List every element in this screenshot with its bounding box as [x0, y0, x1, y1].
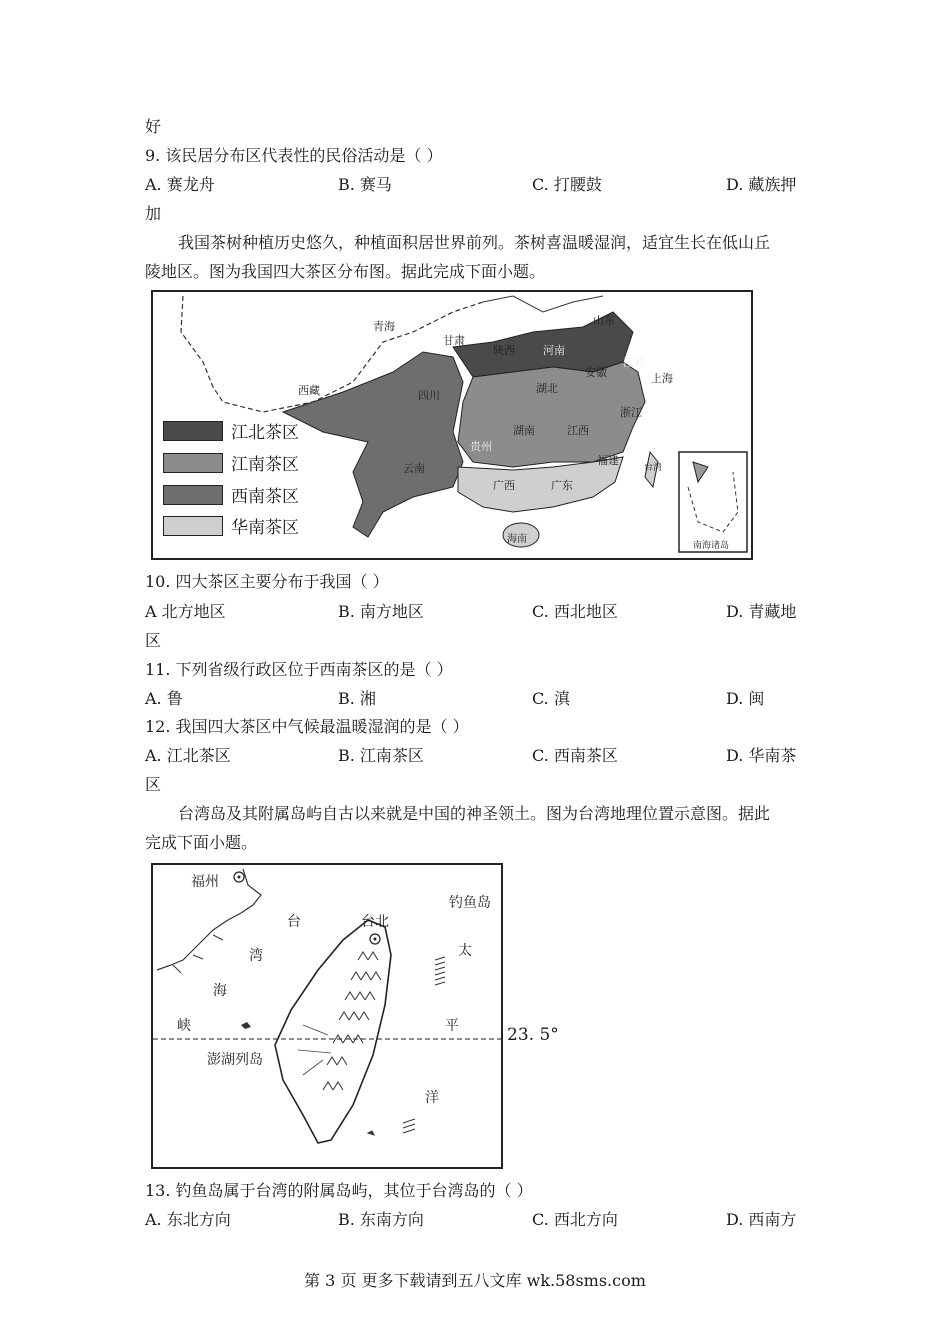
label-henan: 河南 — [543, 344, 565, 357]
label-strait-3: 海 — [213, 983, 227, 999]
legend-xinan — [163, 482, 299, 507]
label-ocean-1: 太 — [458, 943, 472, 959]
mountain-symbols — [323, 952, 381, 1090]
question-13-stem: 13. 钓鱼岛属于台湾的附属岛屿，其位于台湾岛的（ ） — [145, 1181, 533, 1200]
label-shandong: 山东 — [593, 314, 615, 327]
label-diaoyu: 钓鱼岛 — [449, 895, 491, 911]
label-fuzhou: 福州 — [191, 874, 219, 890]
tea-intro-line2: 陵地区。图为我国四大茶区分布图。据此完成下面小题。 — [145, 262, 546, 281]
page-footer: 第 3 页 更多下载请到五八文库 wk.58sms.com — [304, 1271, 646, 1290]
label-zhejiang: 浙江 — [620, 406, 642, 419]
inset-land — [693, 462, 708, 482]
label-strait-2: 湾 — [249, 948, 263, 964]
label-hainan: 海南 — [507, 534, 527, 545]
label-yunnan: 云南 — [403, 462, 425, 475]
label-ocean-2: 平 — [445, 1018, 459, 1034]
latitude-label: 23. 5° — [507, 1025, 559, 1045]
wrapped-text-fragment: 好 — [145, 117, 162, 136]
label-penghu: 澎湖列岛 — [207, 1052, 263, 1068]
legend-swatch — [163, 421, 223, 441]
province-boundary — [483, 296, 603, 312]
legend-label: 江北茶区 — [231, 423, 299, 443]
legend-label: 江南茶区 — [231, 455, 299, 475]
diaoyu-hatch-area — [435, 957, 445, 985]
q12-option-c: C. 西南茶区 — [532, 746, 618, 765]
q10-option-b: B. 南方地区 — [338, 602, 424, 621]
q11-option-a: A. 鲁 — [145, 689, 183, 708]
label-taibei: 台北 — [361, 914, 389, 930]
q10-option-d: D. 青藏地 — [726, 602, 797, 621]
taiwan-intro-line1: 台湾岛及其附属岛屿自古以来就是中国的神圣领土。图为台湾地理位置示意图。据此 — [178, 804, 771, 823]
legend-label: 西南茶区 — [231, 487, 299, 507]
legend-jiangnan — [163, 450, 299, 475]
q11-option-d: D. 闽 — [726, 689, 765, 708]
label-jiangsu: 江苏 — [623, 356, 645, 369]
southern-islets — [368, 1119, 415, 1135]
label-shanghai: 上海 — [651, 372, 673, 385]
legend-swatch — [163, 485, 223, 505]
label-jiangxi: 江西 — [567, 424, 589, 437]
label-nanhai: 南海诸岛 — [693, 541, 730, 551]
label-guangxi: 广西 — [493, 479, 515, 492]
label-guangdong: 广东 — [551, 479, 573, 492]
q9-option-b: B. 赛马 — [338, 175, 392, 194]
taiwan-location-map — [151, 863, 503, 1169]
q9-option-d-wrap: 加 — [145, 204, 162, 223]
label-guizhou: 贵州 — [470, 440, 492, 453]
tea-region-map — [151, 290, 753, 560]
rivers — [298, 1025, 331, 1075]
legend-swatch — [163, 516, 223, 536]
coastline-islets — [173, 935, 223, 973]
label-shaanxi: 陕西 — [493, 344, 515, 357]
question-11-stem: 11. 下列省级行政区位于西南茶区的是（ ） — [145, 660, 453, 679]
q10-option-a: A 北方地区 — [145, 602, 226, 621]
label-strait-4: 峡 — [177, 1018, 191, 1034]
legend-huanan — [163, 513, 299, 538]
q10-option-d-wrap: 区 — [145, 631, 162, 650]
penghu-islets — [241, 1022, 251, 1029]
q9-option-a: A. 赛龙舟 — [145, 175, 215, 194]
fuzhou-city-dot — [238, 876, 241, 879]
question-9-stem: 9. 该民居分布区代表性的民俗活动是（ ） — [145, 146, 443, 165]
label-sichuan: 四川 — [418, 389, 440, 402]
q12-option-d-wrap: 区 — [145, 775, 162, 794]
q13-option-b: B. 东南方向 — [338, 1210, 424, 1229]
q9-option-c: C. 打腰鼓 — [532, 175, 602, 194]
q13-option-c: C. 西北方向 — [532, 1210, 618, 1229]
taiwan-intro-line2: 完成下面小题。 — [145, 833, 258, 852]
question-12-stem: 12. 我国四大茶区中气候最温暖湿润的是（ ） — [145, 717, 469, 736]
southwest-tea-region — [283, 352, 463, 537]
label-xizang: 西藏 — [298, 384, 320, 397]
q12-option-a: A. 江北茶区 — [145, 746, 231, 765]
q12-option-d: D. 华南茶 — [726, 746, 797, 765]
label-qinghai: 青海 — [373, 320, 395, 333]
q11-option-b: B. 湘 — [338, 689, 376, 708]
inset-dashed-line — [688, 472, 738, 532]
label-hubei: 湖北 — [536, 382, 558, 395]
q13-option-d: D. 西南方 — [726, 1210, 797, 1229]
q12-option-b: B. 江南茶区 — [338, 746, 424, 765]
legend-label: 华南茶区 — [231, 518, 299, 538]
label-anhui: 安徽 — [585, 366, 607, 379]
label-taiwan: 台湾 — [644, 463, 663, 473]
q9-option-d: D. 藏族押 — [726, 175, 797, 194]
q10-option-c: C. 西北地区 — [532, 602, 618, 621]
tea-intro-line1: 我国茶树种植历史悠久，种植面积居世界前列。茶树喜温暖湿润，适宜生长在低山丘 — [178, 233, 771, 252]
label-fujian: 福建 — [597, 454, 619, 467]
q11-option-c: C. 滇 — [532, 689, 570, 708]
label-ocean-3: 洋 — [425, 1090, 439, 1106]
question-10-stem: 10. 四大茶区主要分布于我国（ ） — [145, 572, 389, 591]
label-hunan: 湖南 — [513, 424, 535, 437]
legend-swatch — [163, 453, 223, 473]
label-strait-1: 台 — [287, 914, 301, 930]
q13-option-a: A. 东北方向 — [145, 1210, 231, 1229]
taipei-city-dot — [374, 938, 377, 941]
legend-jiangbei — [163, 418, 299, 443]
label-gansu: 甘肃 — [443, 334, 465, 347]
